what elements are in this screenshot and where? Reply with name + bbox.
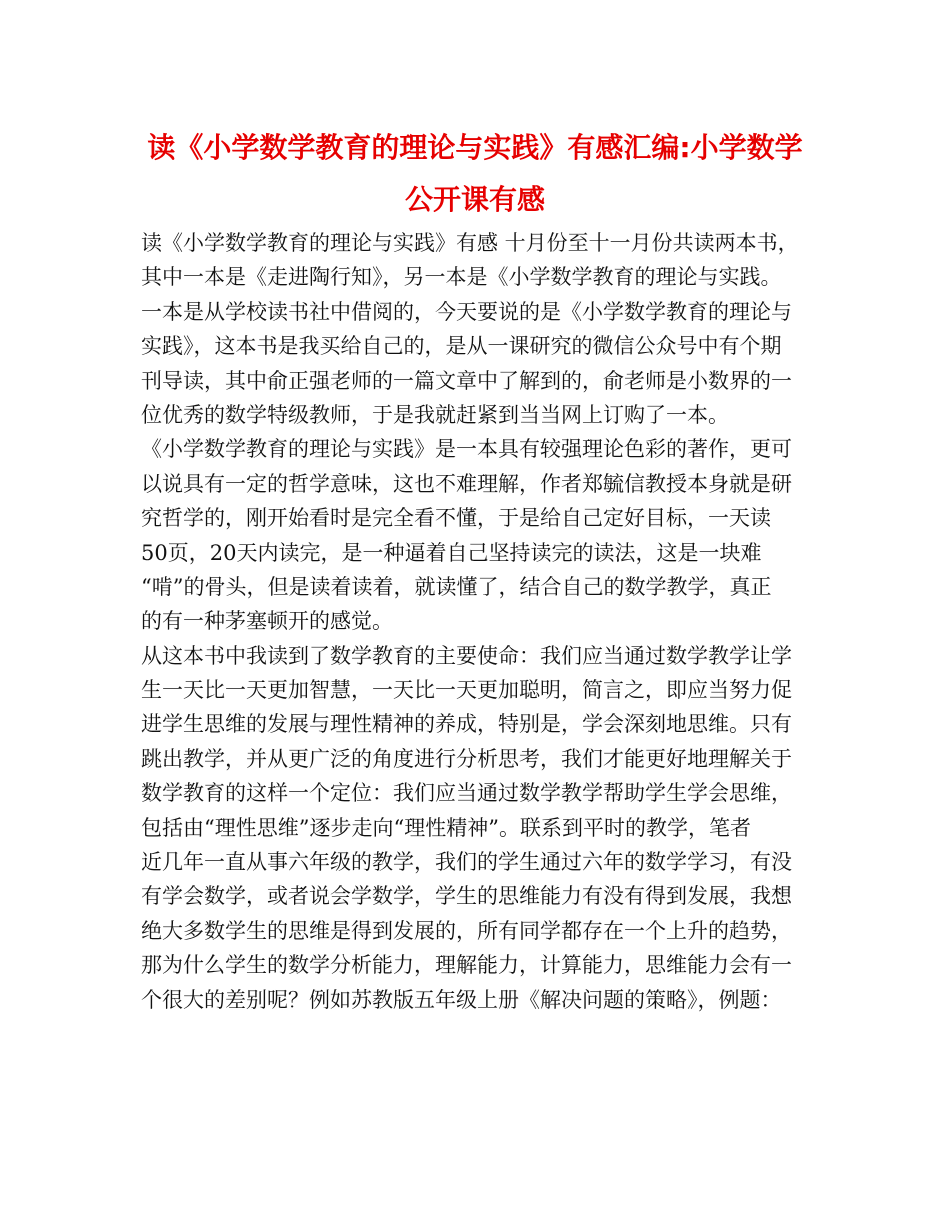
body-line: 位优秀的数学特级教师，于是我就赶紧到当当网上订购了一本。 [141,402,729,427]
body-line: 实践》，这本书是我买给自己的，是从一课研究的微信公众号中有个期 [141,334,782,359]
body-line: 刊导读，其中俞正强老师的一篇文章中了解到的，俞老师是小数界的一 [141,368,792,393]
body-line: 那为什么学生的数学分析能力，理解能力，计算能力，思维能力会有一 [141,953,792,978]
body-line: 生一天比一天更加智慧，一天比一天更加聪明，简言之，即应当努力促 [141,678,792,703]
body-line: 个很大的差别呢？例如苏教版五年级上册《解决问题的策略》，例题： [141,987,782,1012]
body-line: 究哲学的，刚开始看时是完全看不懂，于是给自己定好目标，一天读 [141,506,771,531]
document-body [141,226,821,1017]
body-line: 以说具有一定的哲学意味，这也不难理解，作者郑毓信教授本身就是研 [141,471,792,496]
body-line: 数学教育的这样一个定位：我们应当通过数学教学帮助学生学会思维， [141,781,792,806]
document-title [120,122,830,226]
title-line-2: 公开课有感 [404,183,545,216]
body-line: 《小学数学教育的理论与实践》是一本具有较强理论色彩的著作，更可 [141,437,792,462]
body-line: 跳出教学，并从更广泛的角度进行分析思考，我们才能更好地理解关于 [141,746,792,771]
body-line: 一本是从学校读书社中借阅的，今天要说的是《小学数学教育的理论与 [141,299,792,324]
body-line: 读《小学数学教育的理论与实践》有感 十月份至十一月份共读两本书， [141,231,799,255]
body-line: 其中一本是《走进陶行知》，另一本是《小学数学教育的理论与实践。 [141,265,782,290]
body-line: 绝大多数学生的思维是得到发展的，所有同学都存在一个上升的趋势， [141,918,792,943]
body-line: 从这本书中我读到了数学教育的主要使命：我们应当通过数学教学让学 [141,643,792,668]
body-line: “啃”的骨头，但是读着读着，就读懂了，结合自己的数学教学，真正 [141,574,772,599]
body-line: 的有一种茅塞顿开的感觉。 [141,609,393,634]
title-line-1: 读《小学数学教育的理论与实践》有感汇编:小学数学 [147,131,803,164]
body-line: 有学会数学，或者说会学数学，学生的思维能力有没有得到发展，我想 [141,884,792,909]
body-line: 包括由“理性思维”逐步走向“理性精神”。联系到平时的教学，笔者 [141,815,751,840]
body-line: 50页，20天内读完，是一种逼着自己坚持读完的读法，这是一块难 [141,540,762,565]
body-line: 近几年一直从事六年级的教学，我们的学生通过六年的数学学习，有没 [141,850,792,875]
body-line: 进学生思维的发展与理性精神的养成，特别是，学会深刻地思维。只有 [141,712,792,737]
